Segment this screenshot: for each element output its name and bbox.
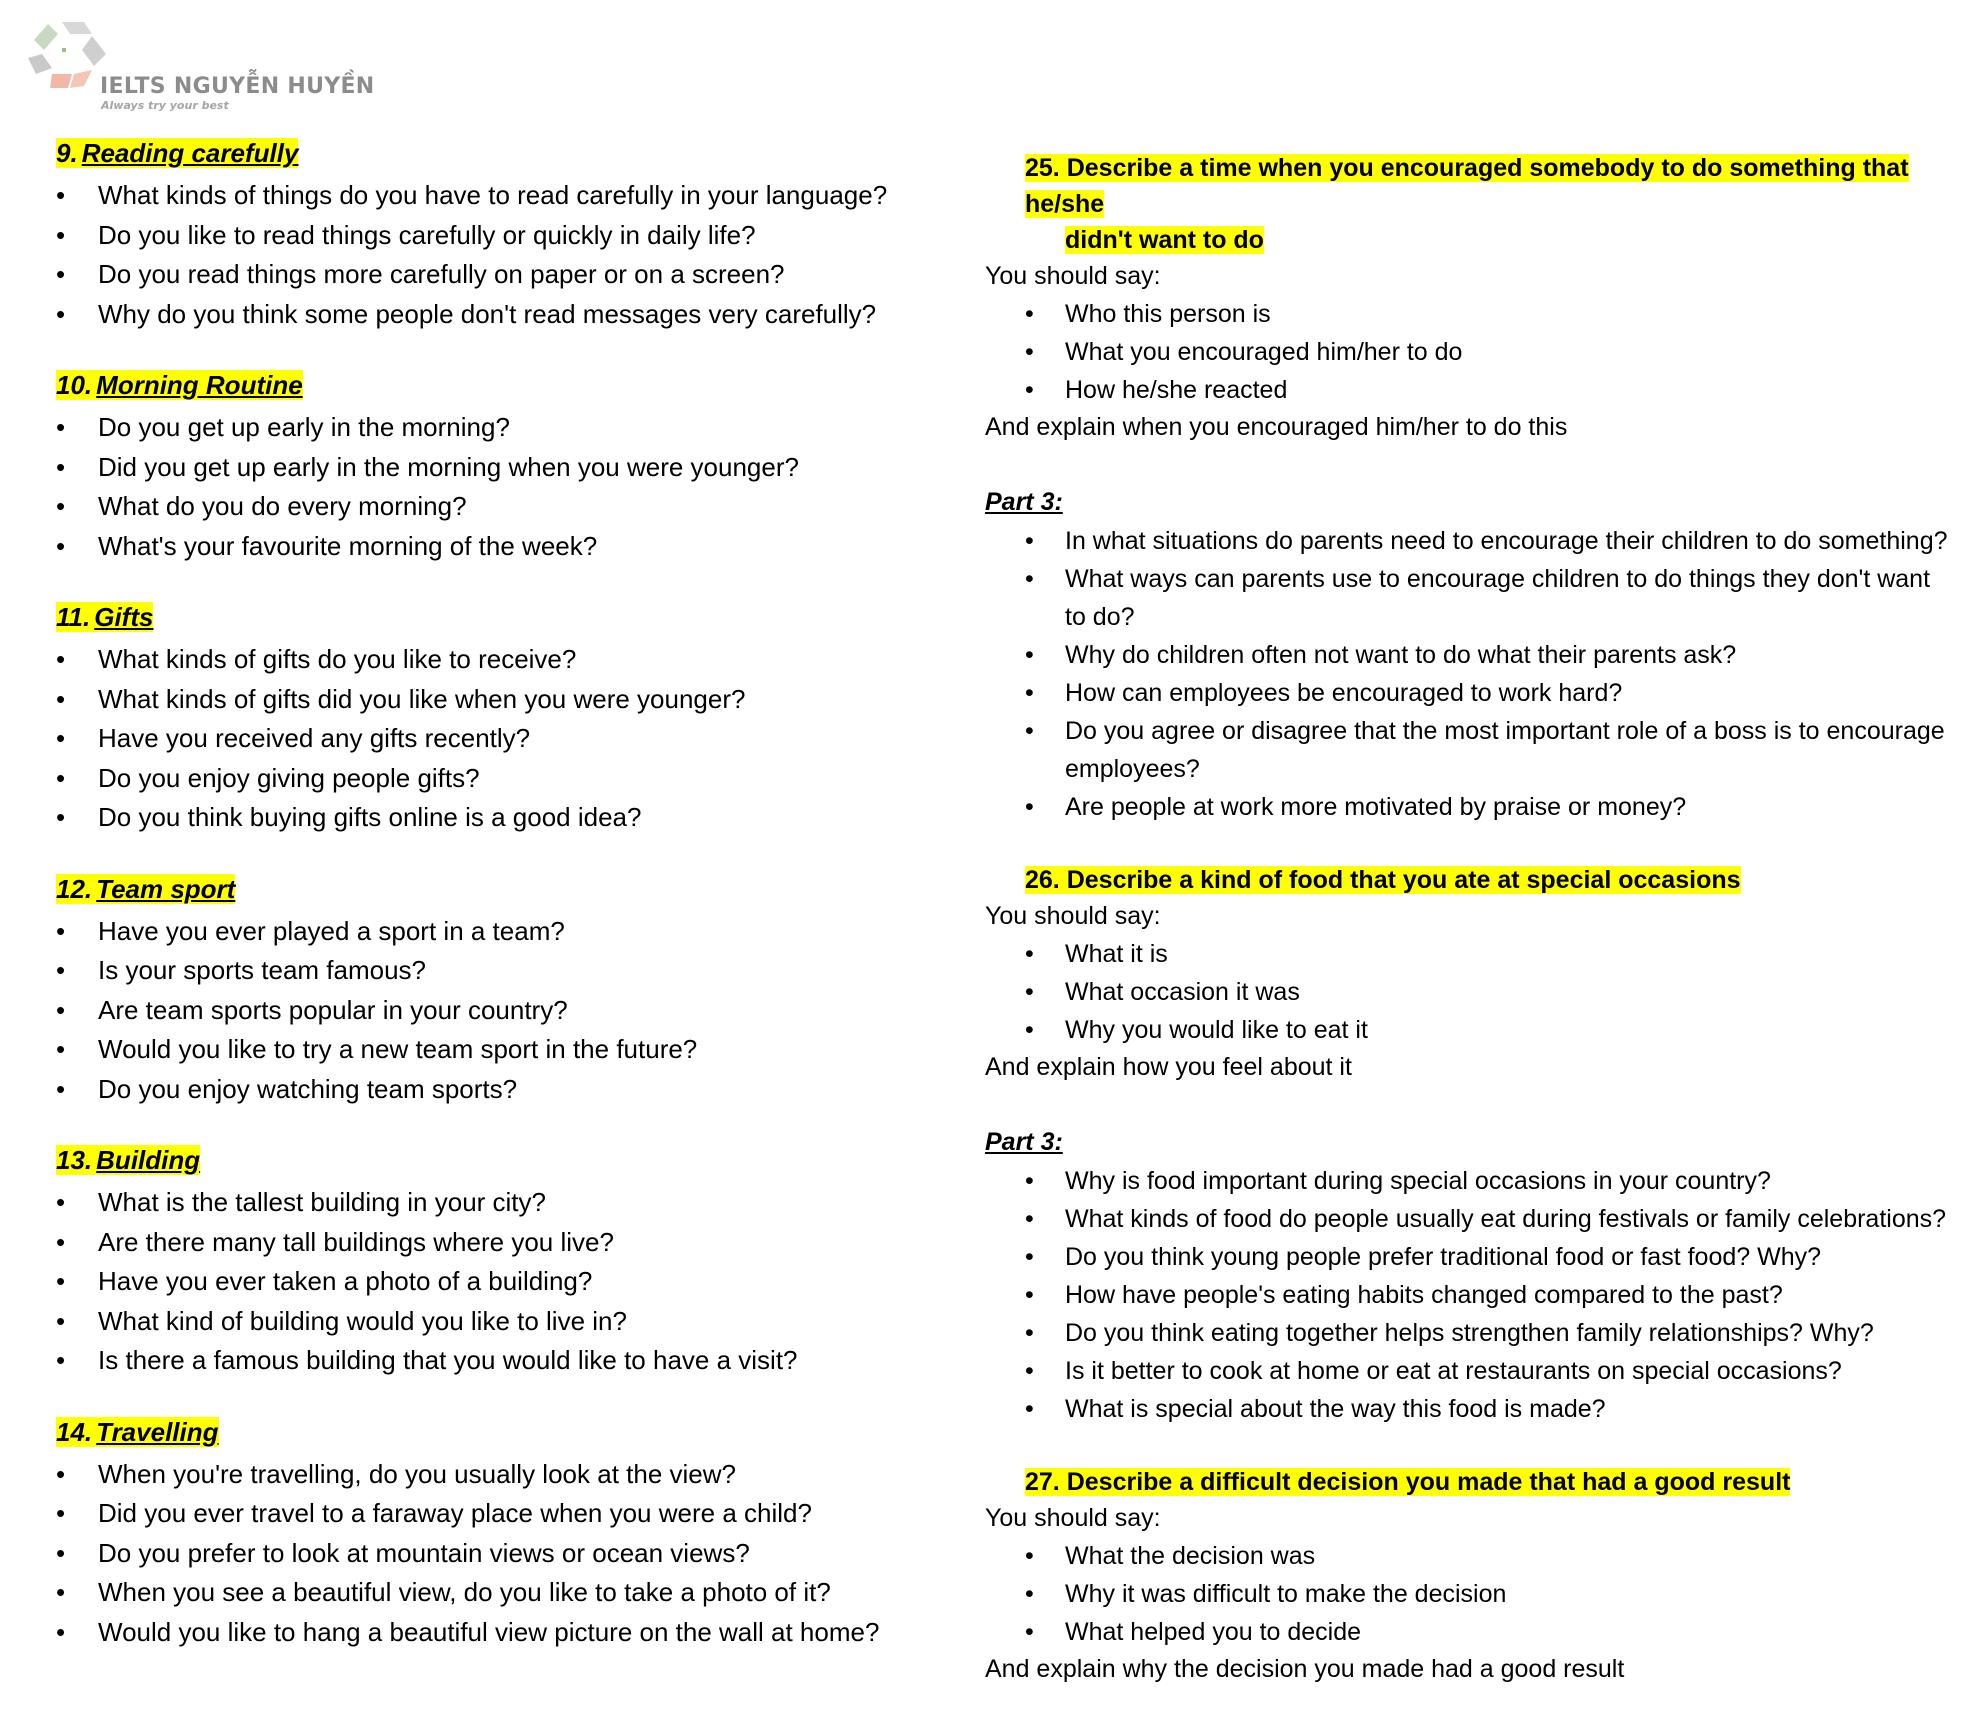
section-number: 11. — [56, 602, 91, 632]
list-item: • Did you get up early in the morning when you were younger? — [56, 448, 956, 488]
list-item: • What do you do every morning? — [56, 487, 956, 527]
list-item: • What is special about the way this food is made? — [1025, 1390, 1965, 1428]
cue-list — [985, 1537, 1965, 1651]
list-item: • Why you would like to eat it — [1025, 1011, 1965, 1049]
cue-card-title — [985, 1464, 1965, 1500]
list-item: • Do you agree or disagree that the most important role of a boss is to encourage employees? — [1025, 712, 1945, 788]
section-gifts — [56, 600, 956, 838]
section-morning-routine — [56, 368, 956, 566]
section-number: 14. — [56, 1416, 93, 1447]
list-item: • Is it better to cook at home or eat at restaurants on special occasions? — [1025, 1352, 1965, 1390]
highlight — [1025, 1468, 1790, 1496]
list-item: • Did you ever travel to a faraway place when you were a child? — [56, 1494, 956, 1534]
section-heading: Travelling — [96, 1416, 219, 1447]
list-item: • What kinds of gifts did you like when you were younger? — [56, 680, 956, 720]
list-item: • Do you enjoy giving people gifts? — [56, 759, 956, 799]
section-travelling — [56, 1415, 956, 1653]
cue-title-line-1 — [1025, 150, 1965, 222]
cue-title-line-1 — [1025, 1464, 1965, 1500]
highlight — [56, 1417, 219, 1447]
section-title — [56, 1415, 956, 1449]
list-item: • What's your favourite morning of the week? — [56, 527, 956, 567]
left-column — [56, 136, 956, 1686]
highlight — [56, 874, 235, 904]
cue-card-title — [985, 862, 1965, 898]
question-list — [56, 1183, 956, 1381]
list-item: • Are team sports popular in your country? — [56, 991, 956, 1031]
list-item: • Would you like to try a new team sport in the future? — [56, 1030, 956, 1070]
question-list — [56, 912, 956, 1110]
list-item: • What kinds of gifts do you like to receive? — [56, 640, 956, 680]
should-say-label: You should say: — [985, 262, 1161, 290]
list-item: • Would you like to hang a beautiful view picture on the wall at home? — [56, 1613, 956, 1653]
section-number: 12. — [56, 873, 93, 904]
cue-list — [985, 295, 1965, 409]
list-item: • Have you ever taken a photo of a building? — [56, 1262, 956, 1302]
question-list — [56, 408, 956, 566]
list-item: • Is there a famous building that you would like to have a visit? — [56, 1341, 956, 1381]
list-item: • What ways can parents use to encourage children to do things they don't want to do? — [1025, 560, 1945, 636]
cue-number: 27. — [1025, 1468, 1060, 1496]
highlight — [1025, 154, 1909, 218]
section-team-sport — [56, 872, 956, 1110]
section-heading: Morning Routine — [96, 370, 303, 400]
list-item: • What it is — [1025, 935, 1965, 973]
list-item: • Who this person is — [1025, 295, 1965, 333]
cue-number: 25. — [1025, 154, 1060, 182]
question-list — [56, 1455, 956, 1653]
list-item: • Do you think eating together helps strengthen family relationships? Why? — [1025, 1314, 1965, 1352]
list-item: • What occasion it was — [1025, 973, 1965, 1011]
part3-list — [985, 1162, 1965, 1428]
list-item: • In what situations do parents need to encourage their children to do something? — [1025, 522, 1965, 560]
question-list — [56, 640, 956, 838]
list-item: • Do you prefer to look at mountain views or ocean views? — [56, 1534, 956, 1574]
section-number: 10. — [56, 370, 93, 400]
list-item: • Have you received any gifts recently? — [56, 719, 956, 759]
list-item: • When you're travelling, do you usually look at the view? — [56, 1455, 956, 1495]
list-item: • Why do you think some people don't read messages very carefully? — [56, 295, 956, 335]
section-title — [56, 136, 956, 170]
list-item: • How he/she reacted — [1025, 371, 1965, 409]
cue-heading-line-1: Describe a kind of food that you ate at special occasions — [1066, 866, 1741, 894]
question-list — [56, 176, 956, 334]
section-title — [56, 872, 956, 906]
list-item: • How have people's eating habits changed compared to the past? — [1025, 1276, 1965, 1314]
list-item: • Have you ever played a sport in a team? — [56, 912, 956, 952]
list-item: • Are there many tall buildings where you live? — [56, 1223, 956, 1263]
section-number: 9. — [56, 138, 78, 168]
part3-list — [985, 522, 1965, 826]
section-heading: Team sport — [96, 873, 236, 904]
cue-card-27 — [985, 1464, 1965, 1688]
brand-tagline: Always try your best — [101, 99, 229, 112]
cue-heading-line-1: Describe a time when you encouraged somebody to do something that he/she — [1025, 154, 1909, 218]
list-item: • What you encouraged him/her to do — [1025, 333, 1965, 371]
right-column — [985, 150, 1965, 1724]
cue-title-line-2 — [1025, 222, 1965, 258]
cue-card-26 — [985, 862, 1965, 1428]
list-item: • What is the tallest building in your city? — [56, 1183, 956, 1223]
cue-number: 26. — [1025, 866, 1060, 894]
list-item: • What kinds of food do people usually eat during festivals or family celebrations? — [1025, 1200, 1965, 1238]
explain-line: And explain when you encouraged him/her to do this — [985, 413, 1568, 441]
list-item: • Are people at work more motivated by praise or money? — [1025, 788, 1965, 826]
brand-name: IELTS NGUYỄN HUYỀN — [100, 74, 375, 99]
list-item: • Do you get up early in the morning? — [56, 408, 956, 448]
brand-logo — [22, 18, 375, 112]
cue-card-title — [985, 150, 1965, 258]
list-item: • What kind of building would you like to live in? — [56, 1302, 956, 1342]
section-heading: Building — [96, 1145, 201, 1175]
part3-label: Part 3: — [985, 1128, 1063, 1156]
section-heading: Reading carefully — [81, 138, 299, 168]
highlight — [56, 370, 303, 400]
section-heading: Gifts — [94, 602, 154, 632]
highlight — [56, 1145, 200, 1175]
list-item: • What helped you to decide — [1025, 1613, 1965, 1651]
section-title — [56, 368, 956, 402]
section-title — [56, 600, 956, 634]
list-item: • What kinds of things do you have to read carefully in your language? — [56, 176, 956, 216]
should-say-label: You should say: — [985, 1504, 1161, 1532]
highlight — [56, 138, 298, 168]
highlight — [1025, 866, 1741, 894]
should-say-label: You should say: — [985, 902, 1161, 930]
section-reading-carefully — [56, 136, 956, 334]
list-item: • Do you enjoy watching team sports? — [56, 1070, 956, 1110]
cue-title-line-1 — [1025, 862, 1965, 898]
explain-line: And explain how you feel about it — [985, 1053, 1352, 1081]
list-item: • Why do children often not want to do what their parents ask? — [1025, 636, 1965, 674]
list-item: • What the decision was — [1025, 1537, 1965, 1575]
highlight — [56, 602, 153, 632]
list-item: • Why is food important during special occasions in your country? — [1025, 1162, 1965, 1200]
list-item: • Do you like to read things carefully or quickly in daily life? — [56, 216, 956, 256]
list-item: • Why it was difficult to make the decision — [1025, 1575, 1965, 1613]
list-item: • Do you think buying gifts online is a good idea? — [56, 798, 956, 838]
explain-line: And explain why the decision you made had a good result — [985, 1655, 1625, 1683]
list-item: • Do you think young people prefer traditional food or fast food? Why? — [1025, 1238, 1965, 1276]
part3-label: Part 3: — [985, 488, 1063, 516]
list-item: • How can employees be encouraged to work hard? — [1025, 674, 1965, 712]
list-item: • When you see a beautiful view, do you like to take a photo of it? — [56, 1573, 956, 1613]
section-number: 13. — [56, 1145, 93, 1175]
cue-list — [985, 935, 1965, 1049]
cue-card-25 — [985, 150, 1965, 826]
section-building — [56, 1143, 956, 1381]
list-item: • Do you read things more carefully on paper or on a screen? — [56, 255, 956, 295]
cue-heading-line-1: Describe a difficult decision you made that had a good result — [1066, 1468, 1791, 1496]
list-item: • Is your sports team famous? — [56, 951, 956, 991]
highlight: didn't want to do — [1065, 226, 1264, 254]
section-title — [56, 1143, 956, 1177]
